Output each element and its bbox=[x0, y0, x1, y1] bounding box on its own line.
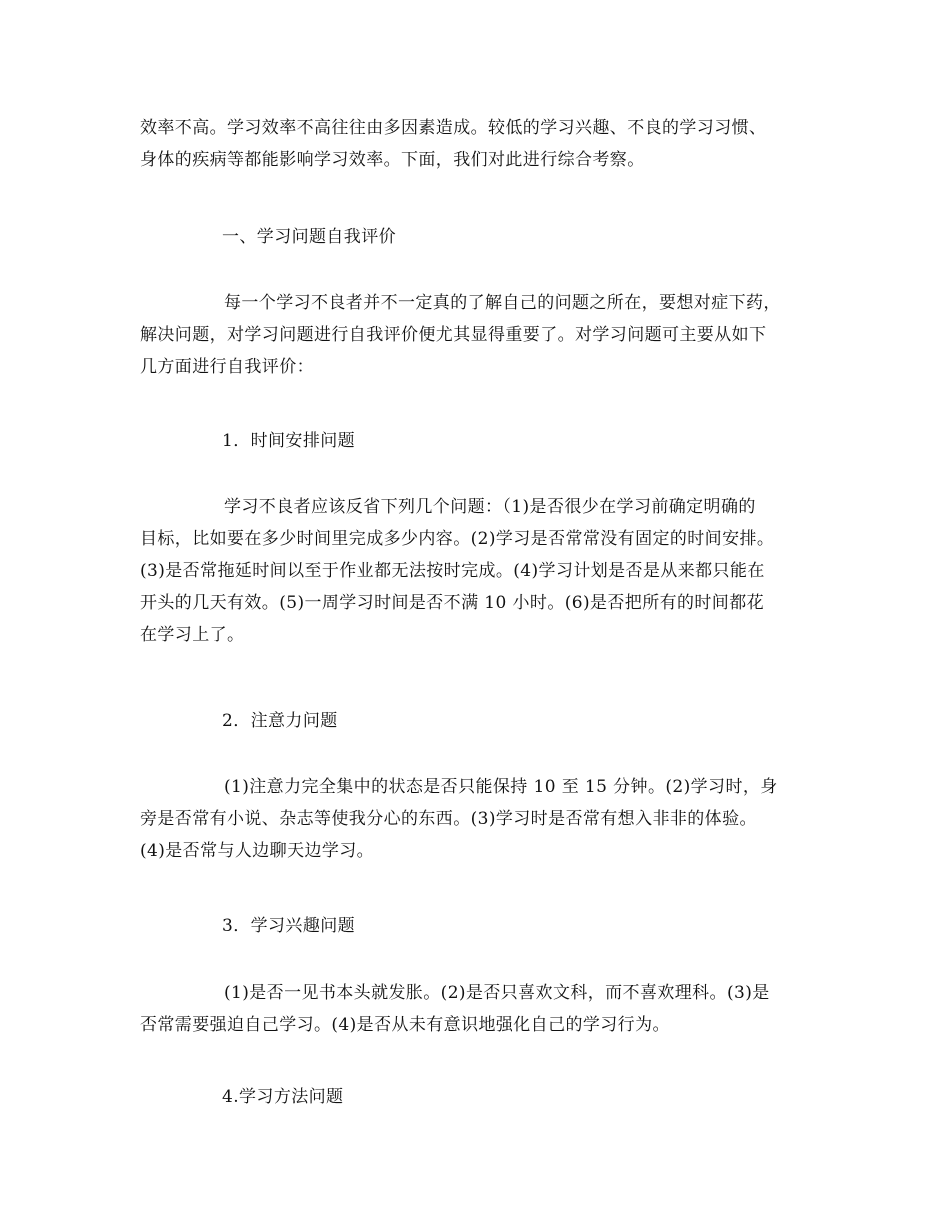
paragraph-line: (1)是否一见书本头就发胀。(2)是否只喜欢文科，而不喜欢理科。(3)是 bbox=[224, 983, 770, 1003]
item-heading: 3．学习兴趣问题 bbox=[222, 916, 356, 936]
intro-paragraph bbox=[140, 112, 820, 176]
paragraph-line: 几方面进行自我评价： bbox=[140, 357, 314, 377]
section-heading: 一、学习问题自我评价 bbox=[222, 227, 396, 247]
paragraph-line: (1)注意力完全集中的状态是否只能保持 10 至 15 分钟。(2)学习时，身 bbox=[224, 777, 778, 797]
paragraph-line: 每一个学习不良者并不一定真的了解自己的问题之所在，要想对症下药， bbox=[224, 293, 781, 313]
item-heading: 1．时间安排问题 bbox=[222, 431, 356, 451]
paragraph-line: 解决问题，对学习问题进行自我评价便尤其显得重要了。对学习问题可主要从如下 bbox=[140, 325, 767, 345]
paragraph-line: 在学习上了。 bbox=[140, 625, 245, 645]
paragraph-line: (4)是否常与人边聊天边学习。 bbox=[140, 841, 375, 861]
paragraph-line: 目标，比如要在多少时间里完成多少内容。(2)学习是否常常没有固定的时间安排。 bbox=[140, 529, 775, 549]
paragraph-line: 开头的几天有效。(5)一周学习时间是否不满 10 小时。(6)是否把所有的时间都花 bbox=[140, 593, 764, 613]
item-paragraph bbox=[140, 977, 820, 1041]
paragraph-line: (3)是否常拖延时间以至于作业都无法按时完成。(4)学习计划是否是从来都只能在 bbox=[140, 561, 765, 581]
item-heading: 2．注意力问题 bbox=[222, 711, 338, 731]
intro-line: 身体的疾病等都能影响学习效率。下面，我们对此进行综合考察。 bbox=[140, 150, 645, 170]
item-paragraph bbox=[140, 491, 820, 651]
item-heading: 4.学习方法问题 bbox=[222, 1087, 344, 1107]
section-paragraph bbox=[140, 287, 820, 383]
paragraph-line: 否常需要强迫自己学习。(4)是否从未有意识地强化自己的学习行为。 bbox=[140, 1015, 670, 1035]
intro-line: 效率不高。学习效率不高往往由多因素造成。较低的学习兴趣、不良的学习习惯、 bbox=[140, 118, 767, 138]
paragraph-line: 旁是否常有小说、杂志等使我分心的东西。(3)学习时是否常有想入非非的体验。 bbox=[140, 809, 757, 829]
item-paragraph bbox=[140, 771, 820, 867]
paragraph-line: 学习不良者应该反省下列几个问题：（1)是否很少在学习前确定明确的 bbox=[224, 497, 756, 517]
